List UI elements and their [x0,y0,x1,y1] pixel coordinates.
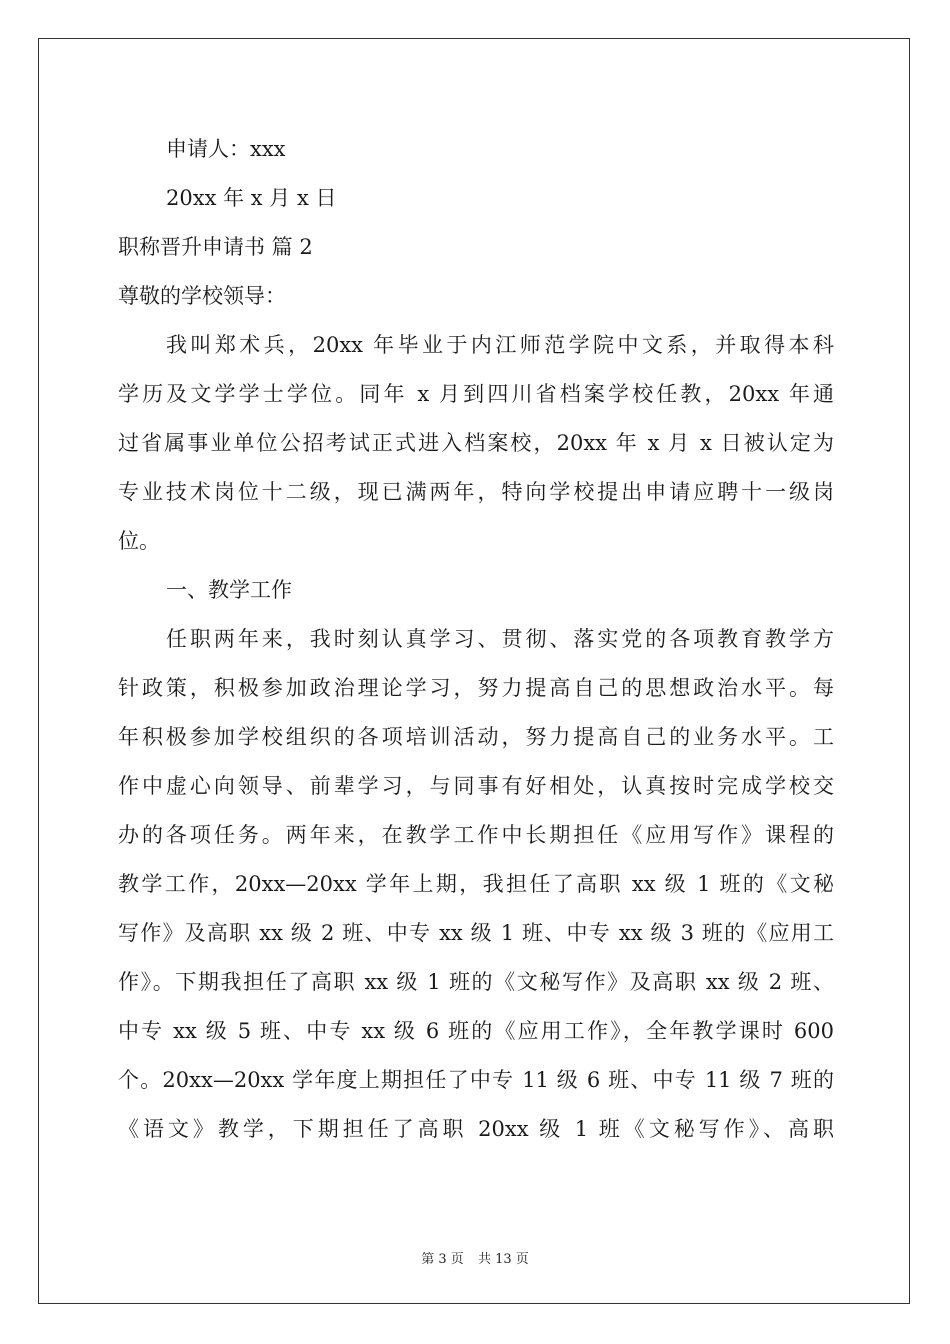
paragraph-line: 年积极参加学校组织的各项培训活动，努力提高自己的业务水平。工 [118,725,834,749]
paragraph-line: 写作》及高职 xx 级 2 班、中专 xx 级 1 班、中专 xx 级 3 班的《应用工 [118,921,834,945]
applicant-line: 申请人：xxx [166,137,286,161]
paragraph-line: 中专 xx 级 5 班、中专 xx 级 6 班的《应用工作》，全年教学课时 600 [118,1019,834,1043]
paragraph-line: 办的各项任务。两年来，在教学工作中长期担任《应用写作》课程的 [118,823,834,847]
paragraph-line: 作中虚心向领导、前辈学习，与同事有好相处，认真按时完成学校交 [118,774,834,798]
page-footer [0,1248,950,1267]
salutation: 尊敬的学校领导： [118,284,286,308]
paragraph-line: 作》。下期我担任了高职 xx 级 1 班的《文秘写作》及高职 xx 级 2 班、 [118,970,834,994]
paragraph-line: 任职两年来，我时刻认真学习、贯彻、落实党的各项教育教学方 [166,627,834,651]
page-number: 第 3 页 [421,1252,464,1267]
paragraph-line: 个。20xx—20xx 学年度上期担任了中专 11 级 6 班、中专 11 级 7 班的 [118,1068,834,1092]
paragraph-line: 位。 [118,529,160,553]
date-line: 20xx 年 x 月 x 日 [166,186,337,210]
document-heading: 职称晋升申请书 篇 2 [118,235,313,259]
paragraph-line: 针政策，积极参加政治理论学习，努力提高自己的思想政治水平。每 [118,676,834,700]
page-total: 共 13 页 [477,1252,529,1267]
paragraph-line: 《语文》教学，下期担任了高职 20xx 级 1 班《文秘写作》、高职 [118,1117,834,1141]
paragraph-line: 教学工作，20xx—20xx 学年上期，我担任了高职 xx 级 1 班的《文秘 [118,872,834,896]
paragraph-line: 我叫郑术兵，20xx 年毕业于内江师范学院中文系，并取得本科 [166,333,834,357]
intro-paragraph [118,321,834,566]
paragraph-line: 过省属事业单位公招考试正式进入档案校，20xx 年 x 月 x 日被认定为 [118,431,834,455]
paragraph-line: 学历及文学学士学位。同年 x 月到四川省档案学校任教，20xx 年通 [118,382,834,406]
document-body [118,125,834,1154]
section-title: 一、教学工作 [166,578,292,602]
paragraph-line: 专业技术岗位十二级，现已满两年，特向学校提出申请应聘十一级岗 [118,480,834,504]
teaching-paragraph [118,615,834,1154]
